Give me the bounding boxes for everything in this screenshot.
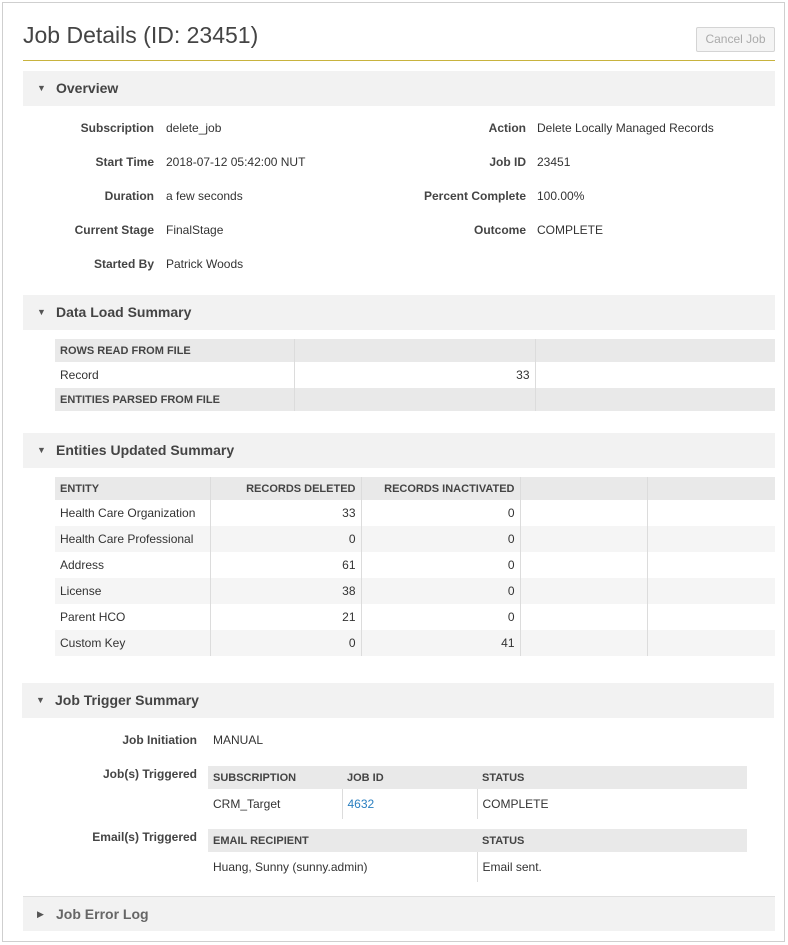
- expanded-triangle-icon: ▼: [37, 307, 46, 317]
- table-row: Address 61 0: [55, 552, 775, 578]
- col-header-subscription: SUBSCRIPTION: [208, 766, 342, 789]
- overview-value-job-id: 23451: [537, 155, 571, 169]
- overview-label-subscription: Subscription: [80, 121, 154, 135]
- overview-value-action: Delete Locally Managed Records: [537, 121, 714, 135]
- overview-label-start-time: Start Time: [95, 155, 154, 169]
- expanded-triangle-icon: ▼: [37, 445, 46, 455]
- expanded-triangle-icon: ▼: [37, 83, 46, 93]
- table-row: Health Care Professional 0 0: [55, 526, 775, 552]
- section-header-overview[interactable]: [23, 71, 775, 106]
- triggered-job-id-link[interactable]: 4632: [347, 797, 375, 811]
- overview-value-percent-complete: 100.00%: [537, 189, 585, 203]
- section-header-entities-updated[interactable]: [23, 433, 775, 468]
- jobs-triggered-table: [208, 766, 747, 819]
- record-value: 33: [294, 362, 535, 388]
- expanded-triangle-icon: ▼: [36, 695, 45, 705]
- col-header-status: STATUS: [477, 766, 747, 789]
- entities-parsed-header: ENTITIES PARSED FROM FILE: [55, 388, 294, 411]
- overview-value-start-time: 2018-07-12 05:42:00 NUT: [166, 155, 306, 169]
- section-title-overview: Overview: [56, 80, 119, 96]
- overview-value-subscription: delete_job: [166, 121, 222, 135]
- overview-label-outcome: Outcome: [473, 223, 526, 237]
- overview-label-current-stage: Current Stage: [74, 223, 154, 237]
- job-initiation-label: Job Initiation: [122, 733, 197, 747]
- page-title: Job Details (ID: 23451): [23, 22, 259, 48]
- collapsed-triangle-icon: ▶: [37, 909, 44, 919]
- table-row: Health Care Organization 33 0: [55, 500, 775, 526]
- emails-triggered-label: Email(s) Triggered: [92, 830, 197, 844]
- job-initiation-value: MANUAL: [213, 733, 264, 747]
- col-header-entity: ENTITY: [55, 477, 210, 500]
- overview-label-started-by: Started By: [93, 257, 154, 271]
- overview-label-job-id: Job ID: [489, 155, 526, 169]
- col-header-job-id: JOB ID: [342, 766, 477, 789]
- section-title-entities-updated: Entities Updated Summary: [56, 442, 235, 458]
- section-header-error-log[interactable]: [23, 896, 775, 931]
- overview-label-percent-complete: Percent Complete: [423, 189, 526, 203]
- job-details-panel: [2, 2, 785, 942]
- overview-value-duration: a few seconds: [166, 189, 243, 203]
- title-divider: [23, 60, 775, 61]
- overview-value-started-by: Patrick Woods: [166, 257, 244, 271]
- table-row: License 38 0: [55, 578, 775, 604]
- section-title-data-load: Data Load Summary: [56, 304, 192, 320]
- col-header-email-status: STATUS: [477, 829, 747, 852]
- rows-read-header: ROWS READ FROM FILE: [55, 339, 294, 362]
- emails-triggered-table: [208, 829, 747, 882]
- entities-updated-table: [55, 477, 775, 656]
- record-label: Record: [55, 362, 294, 388]
- section-header-job-trigger[interactable]: [22, 683, 774, 718]
- overview-value-current-stage: FinalStage: [166, 223, 224, 237]
- col-header-records-deleted: RECORDS DELETED: [210, 477, 361, 500]
- section-header-data-load[interactable]: [23, 295, 775, 330]
- col-header-records-inactivated: RECORDS INACTIVATED: [361, 477, 520, 500]
- cancel-job-button[interactable]: Cancel Job: [696, 27, 775, 52]
- table-row: Parent HCO 21 0: [55, 604, 775, 630]
- table-row: Huang, Sunny (sunny.admin) Email sent.: [208, 852, 747, 882]
- overview-label-duration: Duration: [104, 189, 154, 203]
- col-header-email-recipient: EMAIL RECIPIENT: [208, 829, 477, 852]
- section-title-job-trigger: Job Trigger Summary: [55, 692, 199, 708]
- jobs-triggered-label: Job(s) Triggered: [102, 767, 197, 781]
- overview-label-action: Action: [488, 121, 526, 135]
- overview-value-outcome: COMPLETE: [537, 223, 604, 237]
- table-row: Custom Key 0 41: [55, 630, 775, 656]
- data-load-table: [55, 339, 775, 411]
- section-title-error-log: Job Error Log: [56, 906, 149, 922]
- table-row: CRM_Target 4632 COMPLETE: [208, 789, 747, 819]
